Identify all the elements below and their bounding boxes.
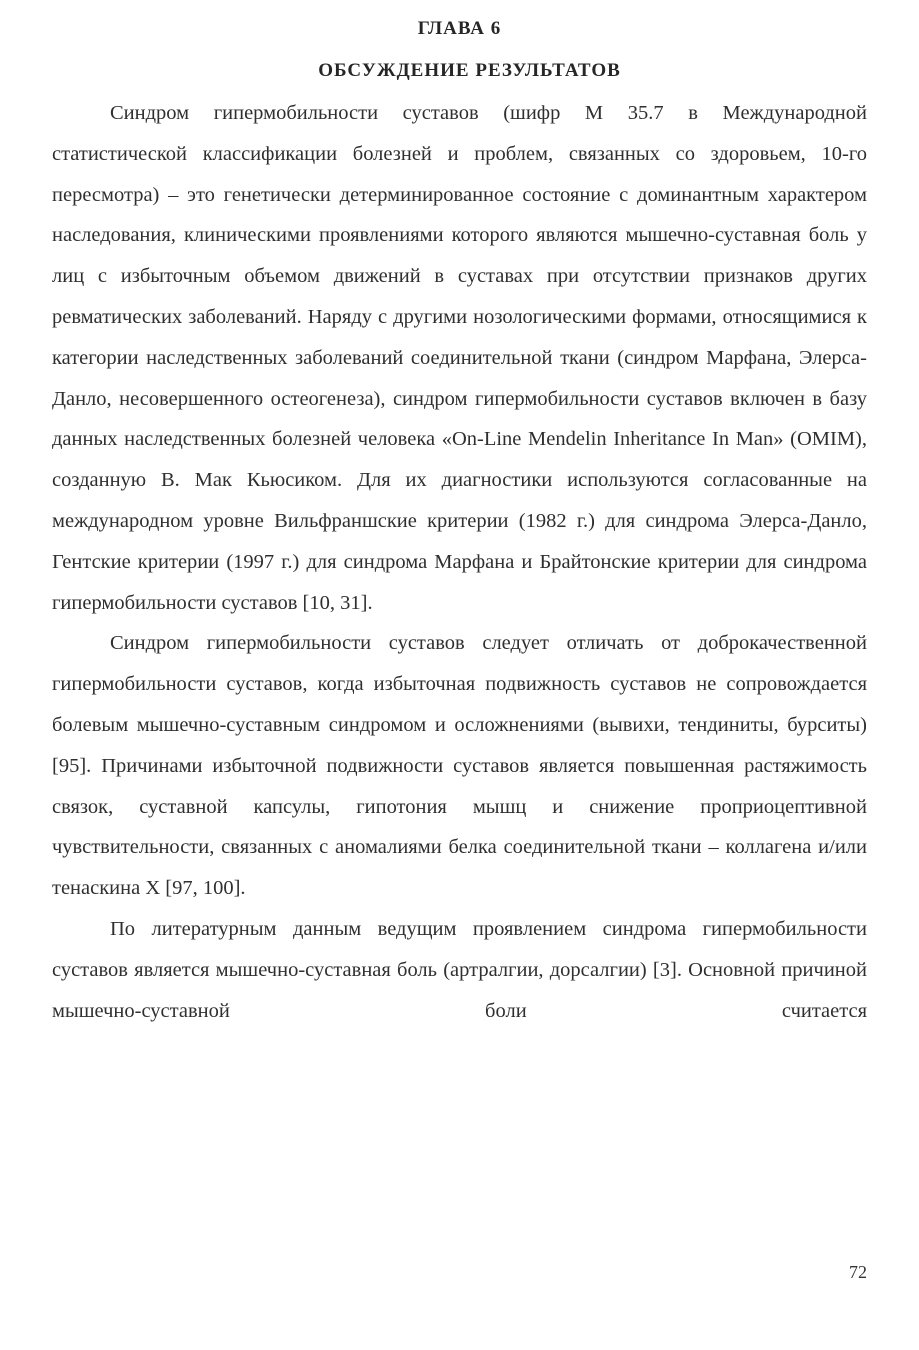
chapter-title: ОБСУЖДЕНИЕ РЕЗУЛЬТАТОВ (318, 60, 621, 81)
chapter-heading: ГЛАВА 6 (417, 18, 502, 39)
paragraph-3: По литературным данным ведущим проявлением синдрома гипермобильности суставов является мышечно-суставная боль (артралгии, дорсалгии) [3]. Основной причиной мышечно-суставной боли считается (52, 917, 867, 1022)
paragraph-1: Синдром гипермобильности суставов (шифр М 35.7 в Международной статистической классификации болезней и проблем, связанных со здоровьем, 10-го пересмотра) – это генетически детерминированное состояние с доминантным характером наследования, клиническими проявлениями которого являются мышечно-суставная боль у лиц с избыточным объемом движений в суставах при отсутствии признаков других ревматических заболеваний. Наряду с другими нозологическими формами, относящимися к категории наследственных заболеваний соединительной ткани (синдром Марфана, Элерса-Данло, несовершенного остеогенеза), синдром гипермобильности суставов включен в базу данных наследственных болезней человека «On-Line Mendelin Inheritance In Man» (OMIM), созданную В. Мак Кьюсиком. Для их диагностики используются согласованные на международном уровне Вильфраншские критерии (1982 г.) для синдрома Элерса-Данло, Гентские критерии (1997 г.) для синдрома Марфана и Брайтонские критерии для синдрома гипермобильности суставов [10, 31]. (52, 102, 867, 614)
page-number: 72 (849, 1262, 867, 1282)
body-text (52, 93, 867, 1031)
paragraph-2: Синдром гипермобильности суставов следует отличать от доброкачественной гипермобильности суставов, когда избыточная подвижность суставов не сопровождается болевым мышечно-суставным синдромом и осложнениями (вывихи, тендиниты, бурситы) [95]. Причинами избыточной подвижности суставов является повышенная растяжимость связок, суставной капсулы, гипотония мышц и снижение проприоцептивной чувствительности, связанных с аномалиями белка соединительной ткани – коллагена и/или тенаскина X [97, 100]. (52, 632, 867, 900)
